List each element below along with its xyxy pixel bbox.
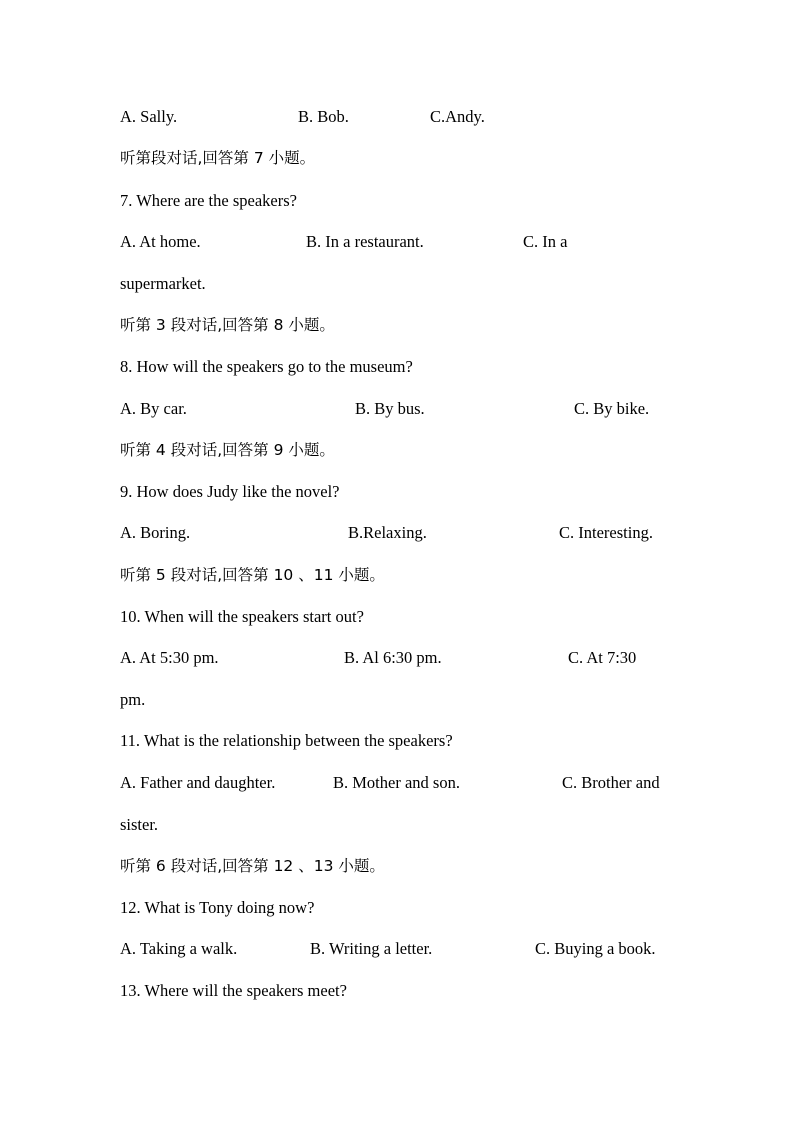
section-6-header: 听第 6 段对话,回答第 12 、13 小题。 bbox=[120, 857, 385, 875]
q7-option-b: B. In a restaurant. bbox=[306, 232, 424, 251]
q6-option-a: A. Sally. bbox=[120, 107, 178, 126]
section-4-header: 听第 4 段对话,回答第 9 小题。 bbox=[120, 441, 335, 459]
q10-option-b: B. Al 6:30 pm. bbox=[344, 648, 442, 667]
q11-option-c: C. Brother and bbox=[562, 773, 660, 792]
q10-option-c-continued: pm. bbox=[120, 690, 146, 709]
q8-option-a: A. By car. bbox=[120, 399, 187, 418]
q12-option-a: A. Taking a walk. bbox=[120, 939, 238, 958]
q7-question: 7. Where are the speakers? bbox=[120, 191, 297, 210]
q11-option-c-continued: sister. bbox=[120, 815, 159, 834]
q12-option-c: C. Buying a book. bbox=[535, 939, 656, 958]
q9-option-b: B.Relaxing. bbox=[348, 523, 427, 542]
q11-option-b: B. Mother and son. bbox=[333, 773, 460, 792]
q9-option-a: A. Boring. bbox=[120, 523, 191, 542]
q11-question: 11. What is the relationship between the speakers? bbox=[120, 731, 453, 750]
q9-question: 9. How does Judy like the novel? bbox=[120, 482, 340, 501]
q10-question: 10. When will the speakers start out? bbox=[120, 607, 364, 626]
q7-option-a: A. At home. bbox=[120, 232, 201, 251]
section-3-header: 听第 3 段对话,回答第 8 小题。 bbox=[120, 316, 335, 334]
q6-option-c: C.Andy. bbox=[430, 107, 485, 126]
q8-question: 8. How will the speakers go to the museum? bbox=[120, 357, 413, 376]
q6-option-b: B. Bob. bbox=[298, 107, 349, 126]
section-5-header: 听第 5 段对话,回答第 10 、11 小题。 bbox=[120, 566, 385, 584]
q7-option-c-continued: supermarket. bbox=[120, 274, 206, 293]
q12-question: 12. What is Tony doing now? bbox=[120, 898, 315, 917]
q8-option-c: C. By bike. bbox=[574, 399, 650, 418]
q13-question: 13. Where will the speakers meet? bbox=[120, 981, 347, 1000]
q9-option-c: C. Interesting. bbox=[559, 523, 653, 542]
q11-option-a: A. Father and daughter. bbox=[120, 773, 276, 792]
q10-option-a: A. At 5:30 pm. bbox=[120, 648, 219, 667]
q12-option-b: B. Writing a letter. bbox=[310, 939, 433, 958]
q8-option-b: B. By bus. bbox=[355, 399, 425, 418]
q7-option-c: C. In a bbox=[523, 232, 568, 251]
section-2-header: 听第段对话,回答第 7 小题。 bbox=[120, 149, 316, 167]
q10-option-c: C. At 7:30 bbox=[568, 648, 637, 667]
